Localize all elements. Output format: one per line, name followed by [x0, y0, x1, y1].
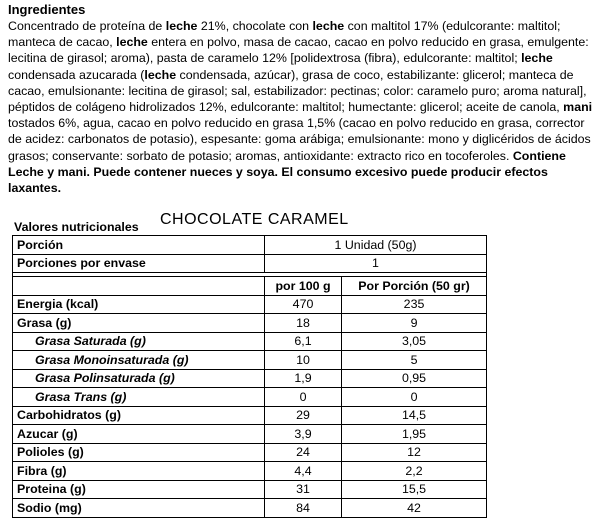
- nutrient-row: [13, 425, 487, 444]
- nutrient-per-portion: 0,95: [342, 369, 487, 388]
- product-name: CHOCOLATE CARAMEL: [160, 211, 349, 228]
- nutrient-row: [13, 499, 487, 518]
- nutrient-per-portion: 235: [342, 295, 487, 314]
- servings-value: 1: [265, 254, 487, 273]
- nutrient-per-portion: 9: [342, 314, 487, 333]
- nutrient-label: Grasa Monoinsaturada (g): [13, 351, 265, 370]
- nutrient-label: Polioles (g): [13, 443, 265, 462]
- nutrient-row: [13, 369, 487, 388]
- nutrient-per-portion: 0: [342, 388, 487, 407]
- nutrient-per-100g: 4,4: [265, 462, 342, 481]
- nutrient-label: Fibra (g): [13, 462, 265, 481]
- nutrient-per-100g: 6,1: [265, 332, 342, 351]
- nutrient-row: [13, 295, 487, 314]
- ingredient-highlight: leche: [312, 19, 345, 33]
- nutrient-label: Energia (kcal): [13, 295, 265, 314]
- ingredient-highlight: Contiene Leche y mani. Puede contener nueces y soya. El consumo excesivo puede producir efectos laxantes.: [8, 148, 566, 196]
- nutrient-per-portion: 42: [342, 499, 487, 518]
- header-empty-cell: [13, 277, 265, 296]
- nutrient-row: [13, 388, 487, 407]
- column-header-row: [13, 277, 487, 296]
- nutrient-per-100g: 18: [265, 314, 342, 333]
- nutrient-label: Grasa Polinsaturada (g): [13, 369, 265, 388]
- nutrient-per-100g: 470: [265, 295, 342, 314]
- ingredient-segment: condensada azucarada (: [8, 67, 145, 82]
- nutrient-per-100g: 0: [265, 388, 342, 407]
- ingredients-text: [8, 18, 596, 196]
- portion-row: [13, 236, 487, 255]
- nutrient-row: [13, 332, 487, 351]
- ingredient-segment: Concentrado de proteína de: [8, 19, 166, 33]
- ingredient-highlight: leche: [165, 19, 198, 33]
- nutrient-per-portion: 1,95: [342, 425, 487, 444]
- nutrient-per-100g: 1,9: [265, 369, 342, 388]
- nutrient-per-portion: 5: [342, 351, 487, 370]
- nutrient-per-100g: 10: [265, 351, 342, 370]
- ingredient-highlight: leche: [144, 67, 177, 82]
- ingredient-segment: 21%, chocolate con: [197, 19, 313, 33]
- nutrient-row: [13, 406, 487, 425]
- ingredients-title: Ingredientes: [8, 2, 86, 17]
- ingredient-highlight: leche: [521, 51, 553, 66]
- nutrient-per-100g: 84: [265, 499, 342, 518]
- ingredient-segment: tostados 6%, agua, cacao en polvo reducido en grasa 1,5% (cacao en polvo reducido en grasa, corrector de acidez: carbonatos de potasio), espesante: goma arábiga; emulsionante: mono y diglicéridos de ácidos grasos; conservante: sorbato de potasio; aromas, antioxidante: extracto rico en tocoferoles.: [8, 116, 591, 163]
- ingredient-highlight: leche: [116, 35, 148, 50]
- nutrient-row: [13, 480, 487, 499]
- ingredient-segment: condensada, azúcar), grasa de coco, estabilizante: glicerol; manteca de cacao, emulsionante: lecitina de girasol; sal, estabilizador: pectinas; color: caramelo puro; aroma natural], péptidos de colágeno hidrolizados 12%, edulcorante: maltitol; humectante: glicerol; aceite de canola,: [8, 67, 587, 115]
- nutrient-per-100g: 29: [265, 406, 342, 425]
- nutrient-per-100g: 31: [265, 480, 342, 499]
- nutrient-per-portion: 15,5: [342, 480, 487, 499]
- nutrient-label: Sodio (mg): [13, 499, 265, 518]
- servings-row: [13, 254, 487, 273]
- nutrient-label: Grasa Trans (g): [13, 388, 265, 407]
- nutrient-per-100g: 3,9: [265, 425, 342, 444]
- nutrient-row: [13, 351, 487, 370]
- nutrient-row: [13, 462, 487, 481]
- nutrient-label: Grasa Saturada (g): [13, 332, 265, 351]
- nutrient-per-portion: 14,5: [342, 406, 487, 425]
- nutrient-row: [13, 443, 487, 462]
- ingredient-segment: entera en polvo, masa de cacao, cacao en polvo reducido en grasa, emulgente: lecitina de girasol; aroma), pasta de caramelo 12% [polidextrosa (fibra), edulcorante: maltitol;: [8, 35, 589, 66]
- nutrient-label: Carbohidratos (g): [13, 406, 265, 425]
- ingredient-highlight: mani: [563, 100, 593, 115]
- header-per-portion: Por Porción (50 gr): [342, 277, 487, 296]
- nutrient-label: Azucar (g): [13, 425, 265, 444]
- nutrient-per-100g: 24: [265, 443, 342, 462]
- nutrient-label: Grasa (g): [13, 314, 265, 333]
- nutrient-per-portion: 2,2: [342, 462, 487, 481]
- nutrition-title: Valores nutricionales: [14, 220, 139, 234]
- servings-label: Porciones por envase: [13, 254, 265, 273]
- portion-value: 1 Unidad (50g): [265, 236, 487, 255]
- nutrient-per-portion: 12: [342, 443, 487, 462]
- nutrient-row: [13, 314, 487, 333]
- nutrient-label: Proteina (g): [13, 480, 265, 499]
- ingredient-segment: con maltitol 17% (edulcorante: maltitol; manteca de cacao,: [8, 19, 561, 50]
- header-per-100g: por 100 g: [265, 277, 342, 296]
- portion-label: Porción: [13, 236, 265, 255]
- nutrition-table: [12, 235, 487, 518]
- nutrient-per-portion: 3,05: [342, 332, 487, 351]
